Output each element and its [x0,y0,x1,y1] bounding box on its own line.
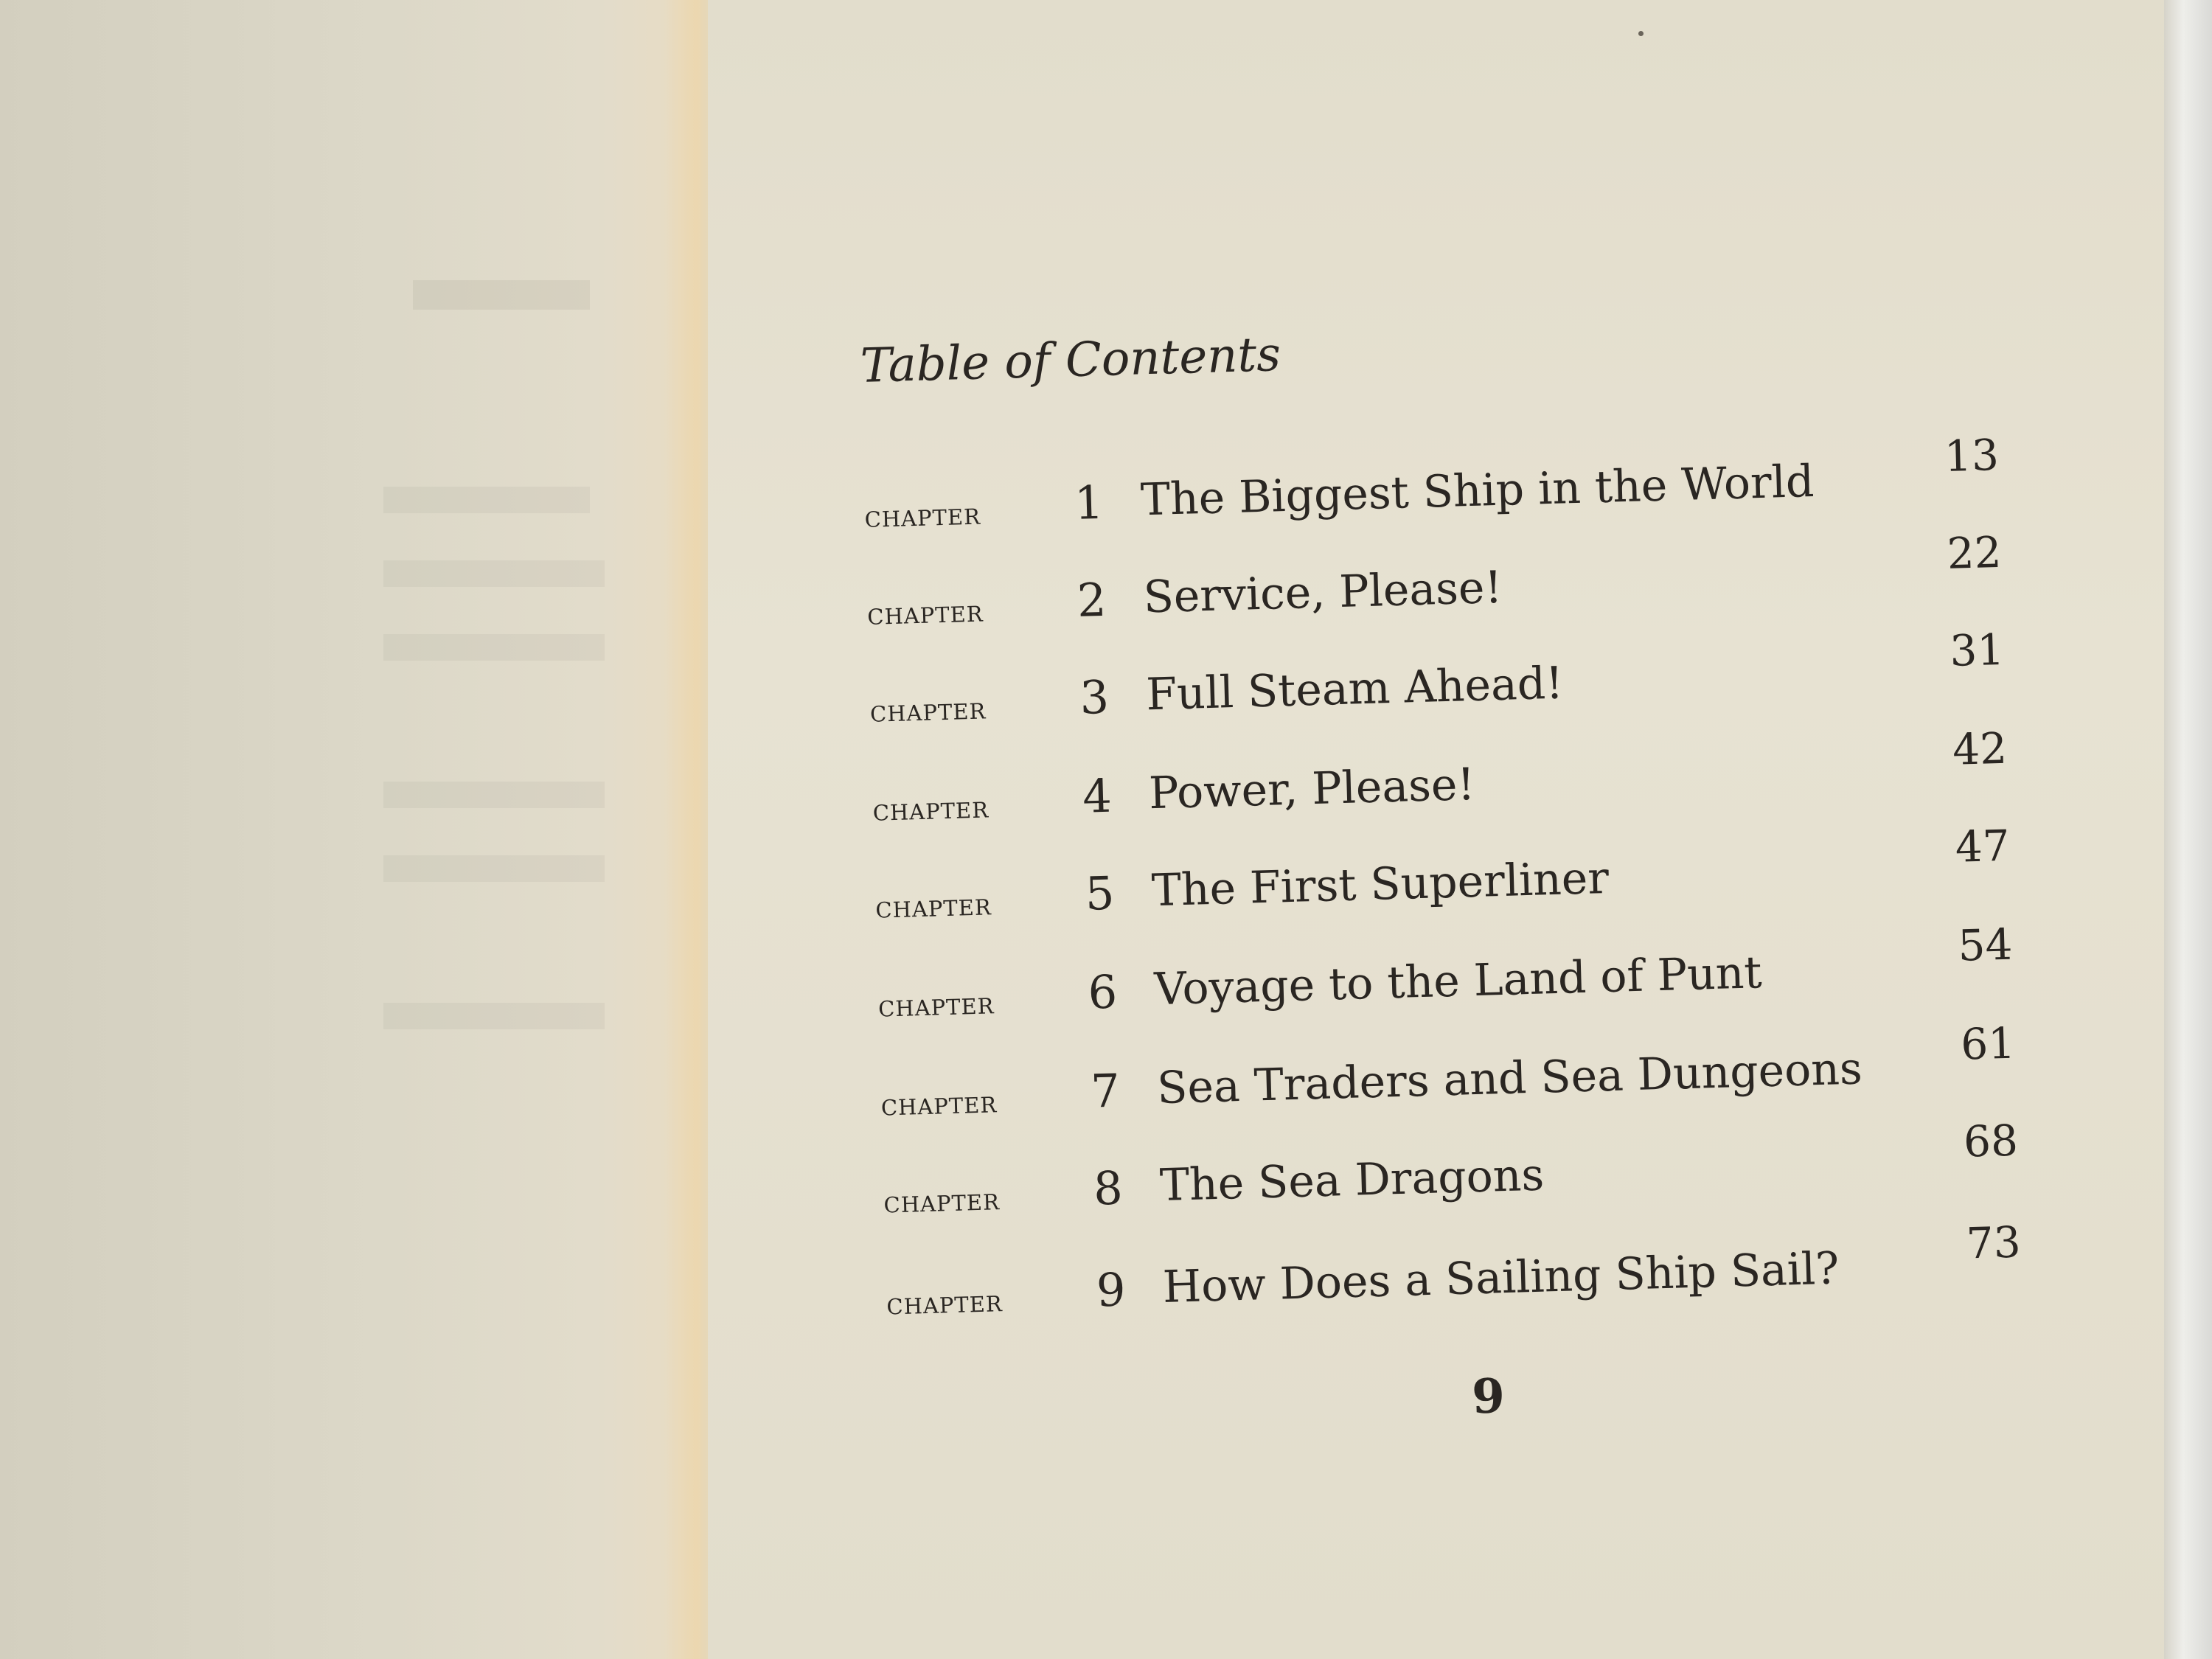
chapter-label: chapter [874,886,992,925]
chapter-number: 7 [1090,1063,1121,1119]
show-through-mark [383,560,605,587]
chapter-label: chapter [880,1083,998,1123]
chapter-row [880,1018,2105,1133]
chapter-number: 4 [1082,768,1113,824]
chapter-title: Power, Please! [1148,758,1476,820]
chapter-title: How Does a Sailing Ship Sail? [1161,1242,1840,1313]
chapter-row [886,1217,2111,1332]
chapter-number: 8 [1093,1161,1124,1216]
chapter-row [863,429,2089,546]
chapter-page-number: 42 [1952,723,2008,775]
chapter-label: chapter [886,1282,1004,1322]
chapter-title: Sea Traders and Sea Dungeons [1156,1043,1863,1115]
chapter-page-number: 22 [1946,526,2003,579]
table-of-contents [859,283,2115,1497]
chapter-title: Voyage to the Land of Punt [1153,947,1763,1016]
show-through-mark [383,487,590,513]
chapter-row [872,723,2097,838]
toc-title: Table of Contents [859,327,1281,394]
chapter-page-number: 31 [1949,624,2006,676]
chapter-page-number: 13 [1944,429,2000,481]
chapter-label: chapter [863,495,981,535]
page-folio-number: 9 [1471,1368,1506,1425]
chapter-row [877,919,2103,1034]
chapter-title: The First Superliner [1150,852,1610,917]
chapter-title: The Sea Dragons [1159,1149,1545,1212]
chapter-label: chapter [869,689,987,729]
chapter-row [869,624,2095,740]
chapter-number: 3 [1079,669,1110,725]
chapter-page-number: 73 [1965,1217,2022,1269]
show-through-mark [383,855,605,882]
chapter-number: 1 [1074,475,1105,530]
chapter-row [874,820,2100,936]
chapter-label: chapter [866,592,984,632]
chapter-page-number: 61 [1960,1018,2017,1070]
chapter-number: 2 [1076,572,1107,627]
chapter-number: 9 [1095,1262,1127,1318]
chapter-title: Service, Please! [1142,561,1503,624]
show-through-mark [413,280,590,310]
chapter-label: chapter [877,984,995,1024]
chapter-row [883,1115,2108,1231]
chapter-title: The Biggest Ship in the World [1140,455,1815,526]
show-through-mark [383,1003,605,1029]
chapter-number: 5 [1084,866,1116,921]
chapter-page-number: 68 [1963,1115,2019,1167]
show-through-mark [383,634,605,661]
chapter-row [866,526,2092,643]
left-page [0,0,700,1659]
show-through-mark [383,782,605,808]
chapter-page-number: 54 [1957,919,2014,971]
chapter-page-number: 47 [1954,820,2011,872]
chapter-title: Full Steam Ahead! [1145,657,1565,721]
paper-speck [1638,31,1644,36]
chapter-label: chapter [872,788,990,828]
page-edge [2164,0,2212,1659]
chapter-number: 6 [1087,964,1119,1020]
chapter-label: chapter [883,1180,1001,1220]
